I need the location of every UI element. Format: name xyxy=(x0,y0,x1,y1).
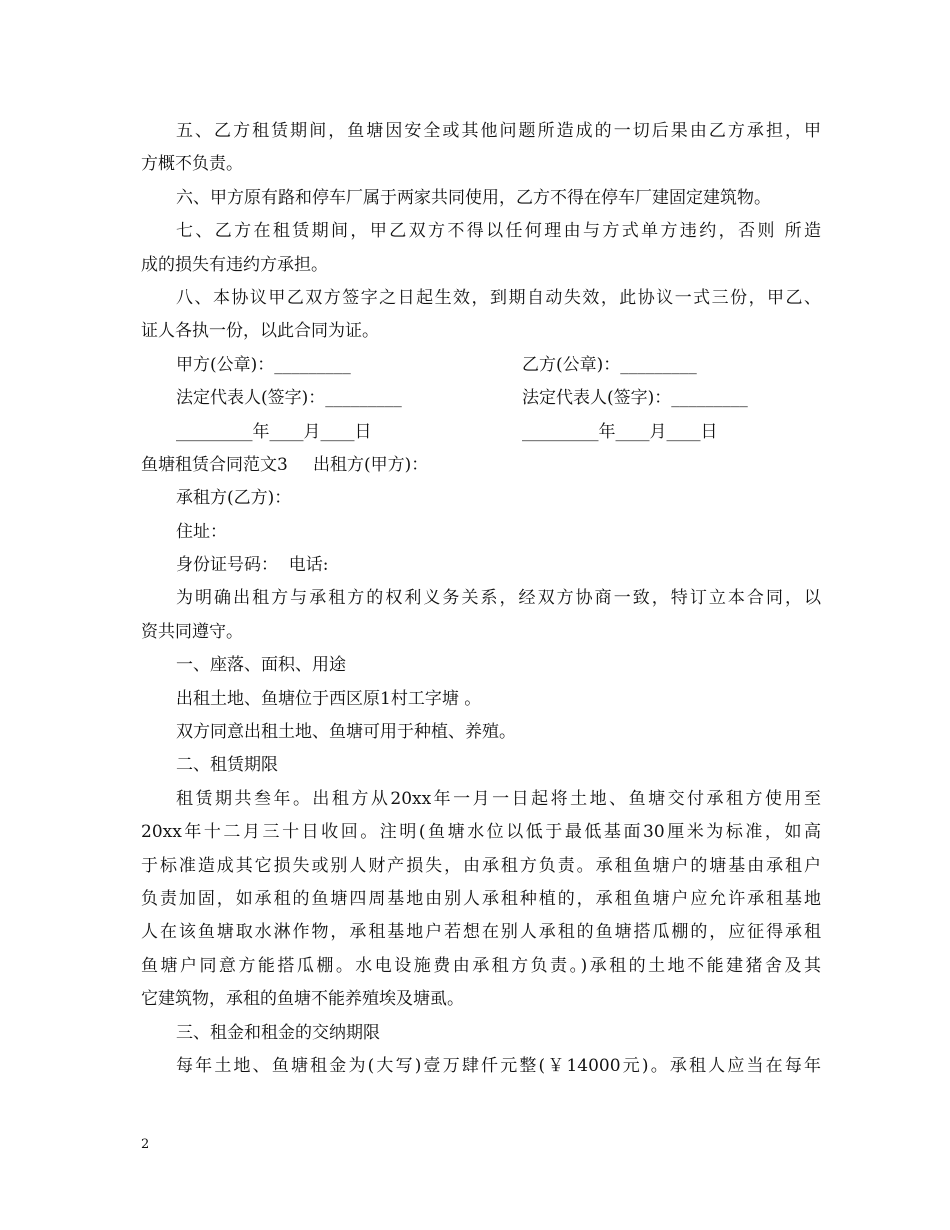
signature-seal-row xyxy=(141,349,821,382)
id-phone-label: 身份证号码： 电话: xyxy=(176,555,329,576)
clause-7-line-1: 七、乙方在租赁期间，甲乙双方不得以任何理由与方式单方违约，否则 所造 xyxy=(176,221,821,242)
section-2-line-7: 它建筑物，承租的鱼塘不能养殖埃及塘虱。 xyxy=(141,989,464,1010)
section-2-line-1: 租赁期共叁年。出租方从20xx年一月一日起将土地、鱼塘交付承租方使用至 xyxy=(176,788,821,809)
document-body xyxy=(141,115,821,1083)
preamble-line-1: 为明确出租方与承租方的权利义务关系，经双方协商一致，特订立本合同，以 xyxy=(176,588,821,609)
contract-3-title: 鱼塘租赁合同范文3 xyxy=(141,454,288,475)
section-2-heading: 二、租赁期限 xyxy=(176,755,278,776)
clause-5-line-2: 方概不负责。 xyxy=(141,154,243,175)
address-label: 住址： xyxy=(176,521,227,542)
party-b-seal: 乙方(公章)：_________ xyxy=(522,354,697,375)
signature-date-row xyxy=(141,416,821,449)
clause-8-line-2: 证人各执一份，以此合同为证。 xyxy=(141,321,379,342)
section-2-line-2: 20xx年十二月三十日收回。注明(鱼塘水位以低于最低基面30厘米为标准，如高 xyxy=(141,822,821,843)
contract-3-heading-row xyxy=(141,449,821,482)
section-1-heading: 一、座落、面积、用途 xyxy=(176,655,346,676)
clause-7-line-2: 成的损失有违约方承担。 xyxy=(141,254,328,275)
party-a-seal: 甲方(公章)：_________ xyxy=(176,354,351,375)
section-1-usage: 双方同意出租土地、鱼塘可用于种植、养殖。 xyxy=(176,722,516,743)
section-2-line-6: 鱼塘户同意方能搭瓜棚。水电设施费由承租方负责。)承租的土地不能建猪舍及其 xyxy=(141,955,821,976)
clause-5-line-1: 五、乙方租赁期间，鱼塘因安全或其他问题所造成的一切后果由乙方承担，甲 xyxy=(176,121,821,141)
preamble-line-2: 资共同遵守。 xyxy=(141,621,243,642)
page-number: 2 xyxy=(141,1137,150,1152)
clause-8-line-1: 八、本协议甲乙双方签字之日起生效，到期自动失效，此协议一式三份，甲乙、 xyxy=(176,287,821,308)
section-3-line-1: 每年土地、鱼塘租金为(大写)壹万肆仟元整(￥14000元)。承租人应当在每年 xyxy=(176,1055,821,1076)
party-a-representative: 法定代表人(签字)：_________ xyxy=(176,388,402,409)
section-2-line-4: 负责加固，如承租的鱼塘四周基地由别人承租种植的，承租鱼塘户应允许承租基地 xyxy=(141,888,821,909)
section-3-heading: 三、租金和租金的交纳期限 xyxy=(176,1022,380,1043)
section-1-location: 出租土地、鱼塘位于西区原1村工字塘 。 xyxy=(176,688,482,709)
section-2-line-3: 于标准造成其它损失或别人财产损失，由承租方负责。承租鱼塘户的塘基由承租户 xyxy=(141,855,821,876)
party-b-date: _________年____月____日 xyxy=(522,421,718,442)
party-b-representative: 法定代表人(签字)：_________ xyxy=(522,388,748,409)
section-2-line-5: 人在该鱼塘取水淋作物，承租基地户若想在别人承租的鱼塘搭瓜棚的，应征得承租 xyxy=(141,922,821,943)
signature-rep-row xyxy=(141,382,821,415)
party-a-date: _________年____月____日 xyxy=(176,421,372,442)
lessee-label: 承租方(乙方)： xyxy=(176,488,292,509)
clause-6-line-1: 六、甲方原有路和停车厂属于两家共同使用，乙方不得在停车厂建固定建筑物。 xyxy=(176,187,771,208)
lessor-label: 出租方(甲方)： xyxy=(313,454,429,475)
